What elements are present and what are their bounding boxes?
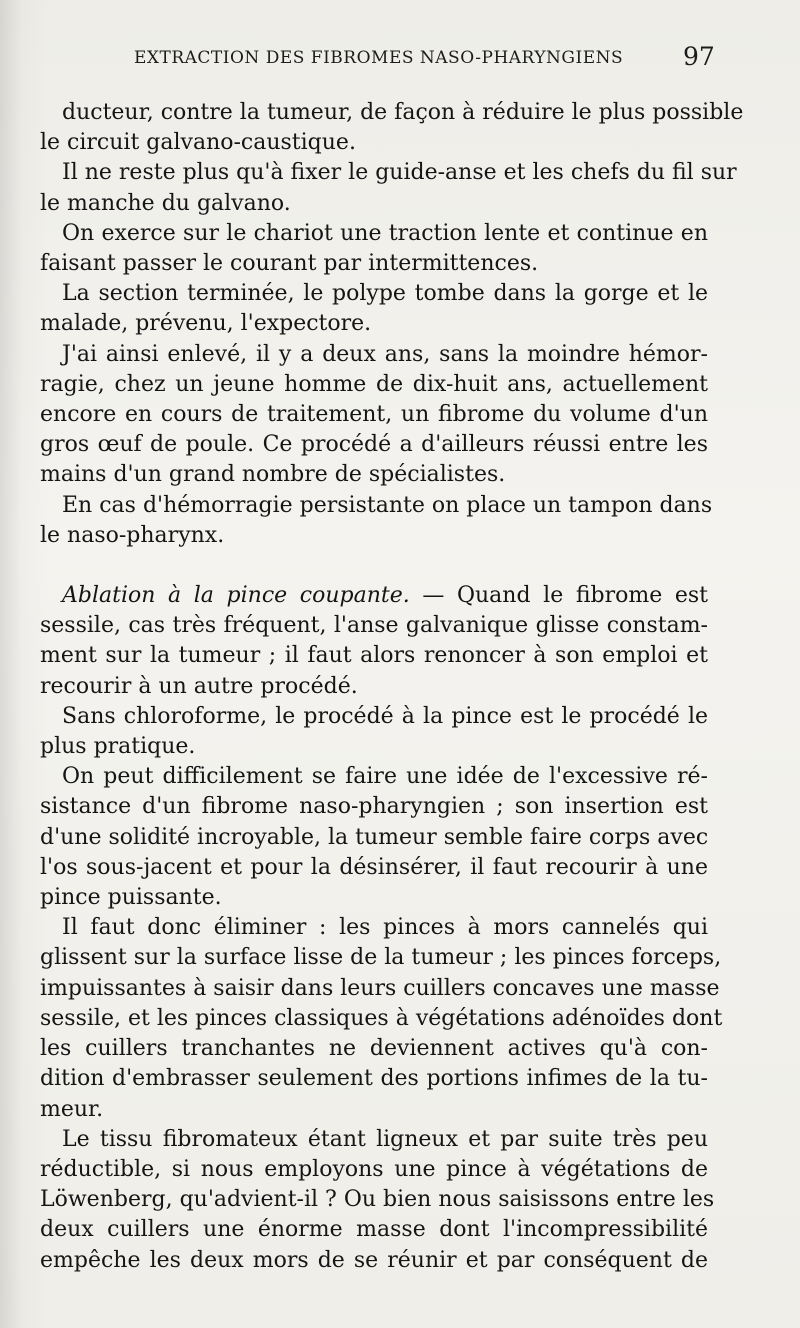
paragraph [40, 702, 708, 762]
text-line: faisant passer le courant par intermittences. [40, 251, 539, 277]
text-line: J'ai ainsi enlevé, il y a deux ans, sans la moindre hémor- [62, 341, 708, 367]
section-paragraph [40, 581, 708, 702]
paragraph [40, 762, 708, 913]
text-line: On exerce sur le chariot une traction lente et continue en [62, 220, 708, 246]
running-title: EXTRACTION DES FIBROMES NASO-PHARYNGIENS [134, 48, 624, 68]
paragraph [40, 913, 723, 1124]
text-line: La section terminée, le polype tombe dans la gorge et le [62, 281, 708, 307]
text-line: plus pratique. [40, 734, 196, 760]
paragraph [40, 1125, 715, 1276]
text-line: Sans chloroforme, le procédé à la pince est le procédé le [62, 703, 708, 729]
text-line: ducteur, contre la tumeur, de façon à réduire le plus possible [62, 100, 744, 125]
paragraph [40, 219, 708, 279]
text-line: le circuit galvano-caustique. [40, 130, 356, 156]
text-line: glissent sur la surface lisse de la tumeur ; les pinces forceps, [40, 945, 722, 971]
paragraph [40, 158, 737, 218]
text-line: sistance d'un fibrome naso-pharyngien ; son insertion est [40, 794, 708, 820]
text-line: l'os sous-jacent et pour la désinsérer, il faut recourir à une [40, 854, 708, 880]
text-line: les cuillers tranchantes ne deviennent actives qu'à con- [40, 1036, 708, 1062]
section-heading: Ablation à la pince coupante. [62, 583, 410, 609]
text-line: sessile, cas très fréquent, l'anse galvanique glisse constam- [40, 613, 708, 639]
text-line: réductible, si nous employons une pince à végétations de [40, 1156, 708, 1182]
text-line: Il faut donc éliminer : les pinces à mors cannelés qui [62, 915, 708, 941]
text-line: Löwenberg, qu'advient-il ? Ou bien nous saisissons entre les [40, 1187, 715, 1213]
text-line: deux cuillers une énorme masse dont l'incompressibilité [40, 1217, 708, 1243]
text-line: mains d'un grand nombre de spécialistes. [40, 462, 506, 488]
paragraph [40, 279, 708, 339]
text-line [40, 581, 708, 611]
text-line: En cas d'hémorragie persistante on place un tampon dans [62, 492, 713, 518]
text-line: malade, prévenu, l'expectore. [40, 311, 372, 337]
text-line: On peut difficilement se faire une idée de l'excessive ré- [62, 764, 708, 790]
paragraph [40, 98, 744, 158]
page-number: 97 [683, 42, 715, 71]
section-gap [40, 551, 708, 581]
paragraph [40, 340, 708, 491]
text-run: — Quand le fibrome est [409, 583, 708, 609]
text-line: d'une solidité incroyable, la tumeur semble faire corps avec [40, 824, 709, 850]
text-line: le naso-pharynx. [40, 522, 225, 548]
paragraph [40, 491, 713, 551]
text-line: impuissantes à saisir dans leurs cuillers concaves une masse [40, 975, 720, 1001]
text-line: recourir à un autre procédé. [40, 673, 358, 699]
text-line: ment sur la tumeur ; il faut alors renoncer à son emploi et [40, 643, 708, 669]
text-line: ragie, chez un jeune homme de dix-huit ans, actuellement [40, 371, 708, 397]
body-text [40, 98, 744, 1276]
text-line: gros œuf de poule. Ce procédé a d'ailleurs réussi entre les [40, 432, 708, 458]
text-line: Il ne reste plus qu'à fixer le guide-anse et les chefs du fil sur [62, 160, 737, 186]
text-line: pince puissante. [40, 885, 222, 911]
text-line: sessile, et les pinces classiques à végétations adénoïdes dont [40, 1005, 723, 1031]
text-line: dition d'embrasser seulement des portions infimes de la tu- [40, 1066, 708, 1092]
text-line: le manche du galvano. [40, 190, 291, 216]
text-line: encore en cours de traitement, un fibrome du volume d'un [40, 402, 708, 428]
text-line: meur. [40, 1096, 104, 1122]
text-line: Le tissu fibromateux étant ligneux et par suite très peu [62, 1126, 708, 1152]
text-line: empêche les deux mors de se réunir et par conséquent de [40, 1247, 708, 1273]
